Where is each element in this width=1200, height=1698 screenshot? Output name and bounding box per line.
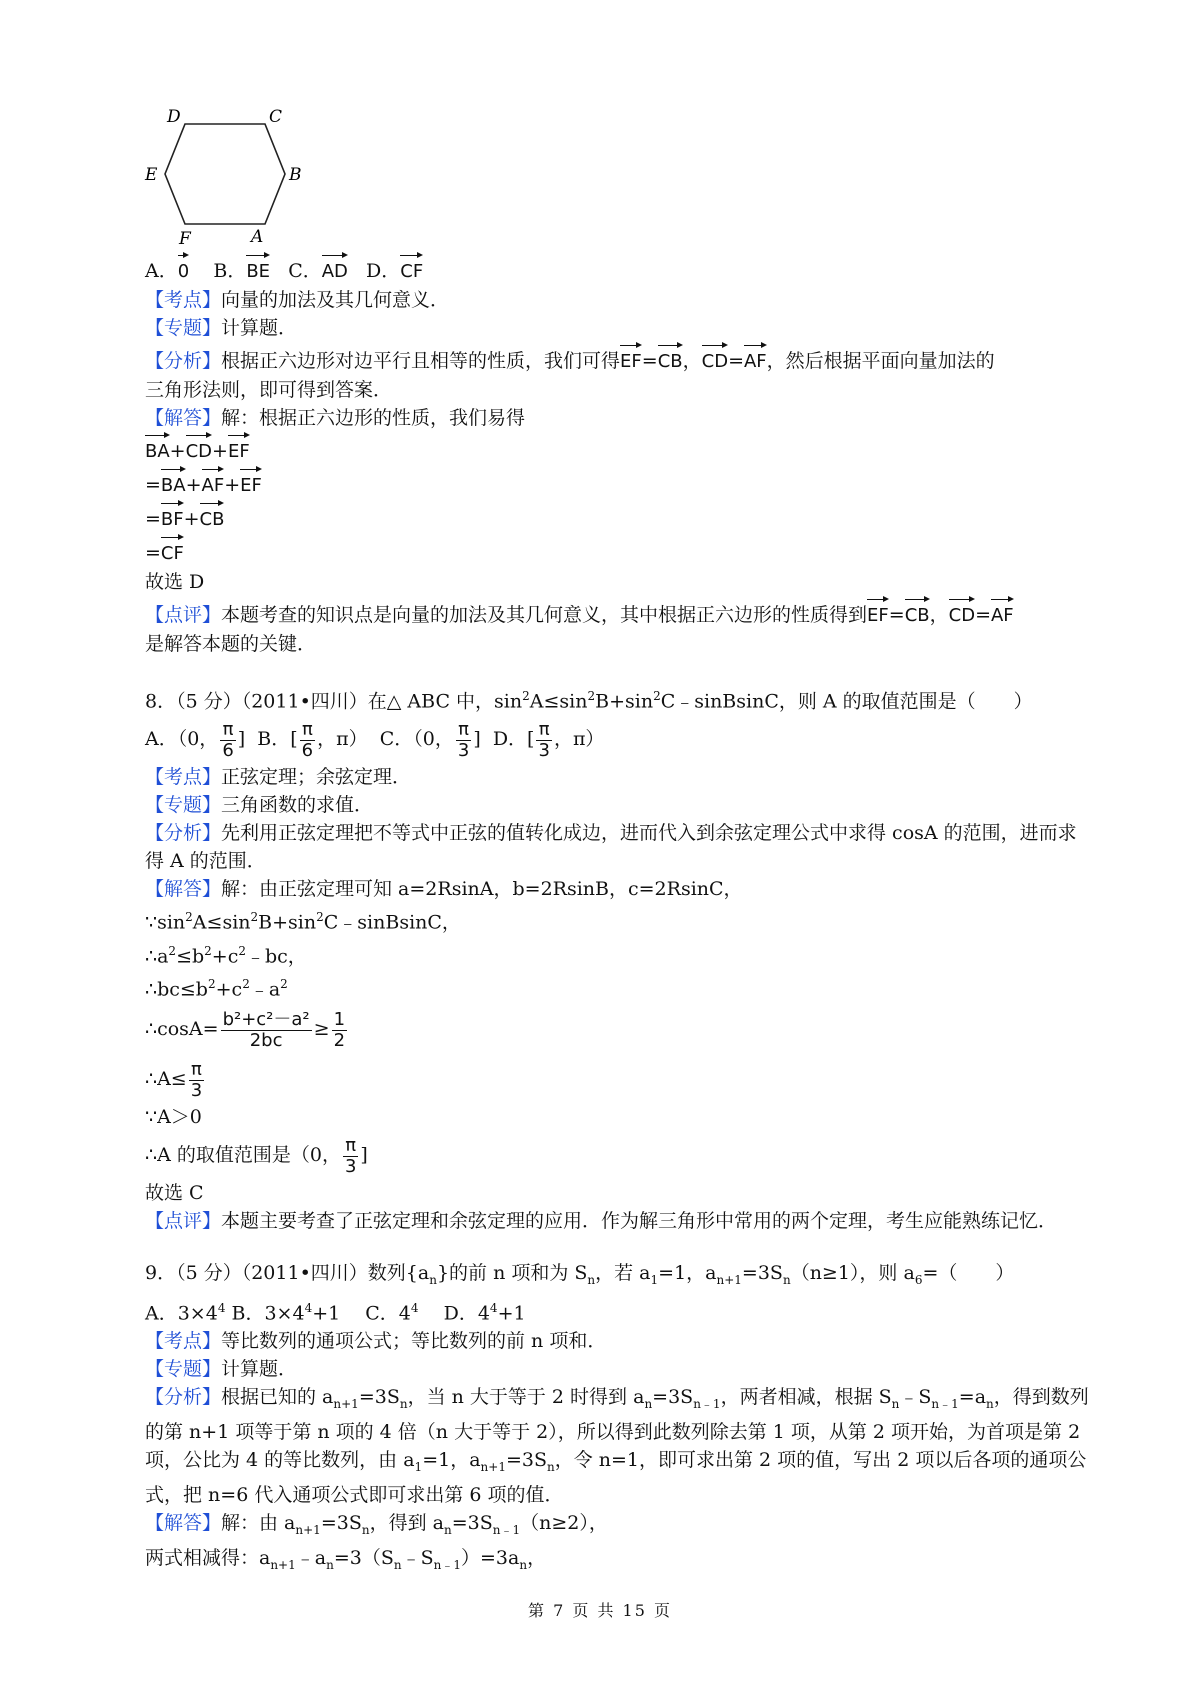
q7-step-2: =BA+AF+EF bbox=[145, 466, 1095, 500]
q8-options: A．（0， $\frac{\pi}{6}$ ] B．[ $\frac{\pi}{6}$ ，π） C．（0， $\frac{\pi}{3}$ ] D．[ $\frac{\pi}{3}$ ，π） bbox=[145, 718, 605, 761]
q7-options: A．0 B．BE C．AD D．CF bbox=[145, 252, 1095, 286]
q8-step-4: ∴cosA= $\frac{\text{b²+c²－a²}}{2bc}$ ≥ $\frac{1}{2}$ bbox=[145, 1008, 346, 1051]
q9-header: 9．（5 分）（2011•四川）数列$\{a_n\}$的前 n 项和为 $S_n$，若 $a_1=1$，$a_{n+1}=3S_n(n\ge 1)$，则 $a_6=$（ ） bbox=[145, 1262, 1015, 1288]
q7-step-4: =CF bbox=[145, 534, 1095, 568]
q7-kaodian: 【考点】向量的加法及其几何意义． bbox=[145, 289, 450, 311]
q8-zhuanti: 【专题】三角函数的求值． bbox=[145, 794, 374, 817]
page-footer: 第 7 页 共 15 页 bbox=[528, 1601, 672, 1620]
label-F: F bbox=[179, 229, 191, 249]
q8-kaodian: 【考点】正弦定理；余弦定理． bbox=[145, 766, 412, 789]
q8-step-3: $\therefore bc\le b^2+c^2﹣a^2$ bbox=[145, 976, 288, 1001]
vector-AD: AD bbox=[322, 252, 348, 286]
q9-zhuanti: 【专题】计算题． bbox=[145, 1358, 298, 1381]
vector-BE: BE bbox=[246, 252, 270, 286]
q8-jieda: 【解答】解：由正弦定理可知 a=2RsinA，b=2RsinB，c=2RsinC， bbox=[145, 878, 743, 901]
page-content bbox=[145, 96, 1095, 1579]
q8-pingjia: 【点评】本题主要考查了正弦定理和余弦定理的应用．作为解三角形中常用的两个定理，考生应能熟练记忆． bbox=[145, 1210, 1058, 1233]
q7-answer: 故选 D bbox=[145, 571, 205, 593]
label-E: E bbox=[145, 165, 158, 185]
q7-fenxi-2: 三角形法则，即可得到答案． bbox=[145, 379, 393, 401]
q8-header: 8．（5 分）（2011•四川）在△ ABC 中，$\sin^2A\le\sin^2B+\sin^2C﹣sinBsinC$，则 A 的取值范围是（ ） bbox=[145, 689, 1033, 713]
q8-step-7: ∴A 的取值范围是（0， $\frac{\pi}{3}$ ] bbox=[145, 1134, 368, 1177]
q9-kaodian: 【考点】等比数列的通项公式；等比数列的前 n 项和． bbox=[145, 1330, 607, 1353]
q7-pingjia-2: 是解答本题的关键． bbox=[145, 633, 317, 655]
q8-answer: 故选 C bbox=[145, 1182, 204, 1205]
label-C: C bbox=[269, 107, 283, 127]
q7-step-1: BA+CD+EF bbox=[145, 432, 1095, 466]
q8-step-1: $\because\sin^2A\le\sin^2B+\sin^2C﹣sinBsinC$， bbox=[145, 910, 461, 934]
q7-pingjia: 【点评】本题考查的知识点是向量的加法及其几何意义，其中根据正六边形的性质得到EF=CB，CD=AF bbox=[145, 596, 1095, 630]
vector-CF: CF bbox=[400, 252, 423, 286]
q7-jieda: 【解答】解：根据正六边形的性质，我们易得 bbox=[145, 407, 526, 429]
q9-fenxi: 【分析】根据已知的 $a_{n+1}=3S_n$，当 n 大于等于 2 时得到 $a_n=3S_{n﹣1}$，两者相减，根据 $S_n﹣S_{n﹣1}=a_n$，得到数列的第 n+1 项等于第 n 项的 4 倍（n 大于等于 2），所以得到此数列除去第 1 项，从第 2 项开始，为首项是第 2 项，公比为 4 的等比数列，由 $a_1=1$，$a_{n+1}=3S_n$，令 n=1，即可求出第 2 项的值，写出 2 项以后各项的通项公式，把 n=6 代入通项公式即可求出第 6 项的值． bbox=[145, 1386, 1089, 1507]
q9-step-1: 两式相减得：$a_{n+1}﹣a_n=3(S_n﹣S_{n﹣1})=3a_n$， bbox=[145, 1546, 547, 1572]
q9-jieda: 【解答】解：由 $a_{n+1}=3S_n$，得到 $a_n=3S_{n﹣1}(n\ge 2)$， bbox=[145, 1512, 608, 1537]
q7-fenxi: 【分析】根据正六边形对边平行且相等的性质，我们可得EF=CB，CD=AF，然后根据平面向量加法的 bbox=[145, 342, 1095, 376]
q9-options: A．$3\times 4^4$ B．$3\times 4^4+1$ C．$4^4$ D．$4^4+1$ bbox=[145, 1301, 526, 1325]
q7-step-3: =BF+CB bbox=[145, 500, 1095, 534]
q8-fenxi: 【分析】先利用正弦定理把不等式中正弦的值转化成边，进而代入到余弦定理公式中求得 cosA 的范围，进而求得 A 的范围． bbox=[145, 822, 1077, 873]
hexagon-figure bbox=[135, 96, 315, 256]
vector-zero: 0 bbox=[178, 252, 189, 286]
q8-step-2: $\therefore a^2\le b^2+c^2﹣bc$， bbox=[145, 943, 307, 967]
q7-zhuanti: 【专题】计算题． bbox=[145, 317, 298, 339]
q8-step-6: ∵A＞0 bbox=[145, 1106, 202, 1129]
label-B: B bbox=[289, 165, 302, 185]
q8-step-5: ∴A≤ $\frac{\pi}{3}$ bbox=[145, 1058, 203, 1101]
label-D: D bbox=[167, 107, 181, 127]
label-A: A bbox=[251, 227, 264, 247]
